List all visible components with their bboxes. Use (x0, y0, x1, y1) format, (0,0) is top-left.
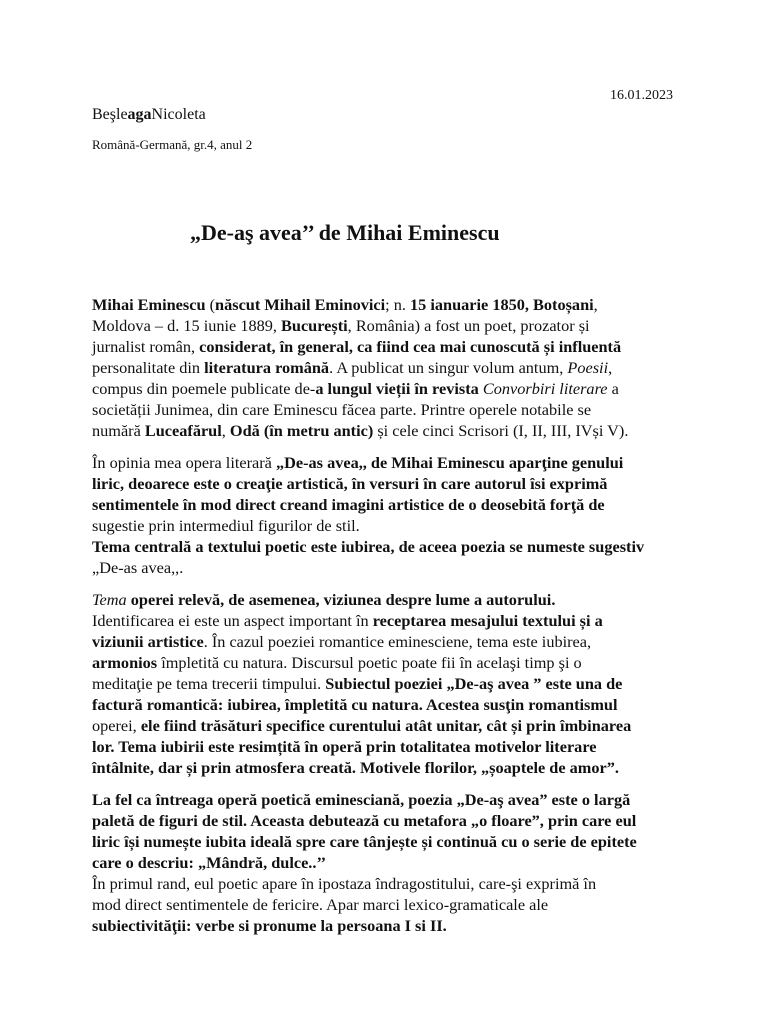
text-run: Mihai Eminescu (92, 295, 206, 314)
text-run: . În cazul poeziei romantice eminesciene, tema este iubirea, (203, 632, 592, 651)
text-run: viziunii artistice (92, 632, 204, 651)
text-line (92, 336, 692, 357)
text-line (92, 315, 692, 336)
text-run: operei, (92, 716, 141, 735)
text-run: , România) a fost un poet, prozator și (347, 316, 590, 335)
text-run: Subiectul poeziei „De-aş avea ” este una de (325, 674, 623, 693)
text-run: . A publicat un singur volum antum, (329, 358, 568, 377)
text-run: În opinia mea opera literară (92, 453, 276, 472)
text-run: născut (215, 295, 261, 314)
document-body (92, 294, 692, 936)
paragraph-figures (92, 789, 692, 936)
text-run: Mihail Eminovici (264, 295, 386, 314)
author-name (92, 106, 206, 124)
text-run: „De-as avea,, de Mihai Eminescu aparţine genului (275, 453, 624, 472)
text-line (92, 673, 692, 694)
text-line (92, 452, 692, 473)
text-run: considerat, în general, ca fiind cea mai cunoscută și influentă (199, 337, 622, 356)
text-run: a lungul vieții în revista (315, 379, 479, 398)
text-run: Poesii (567, 358, 609, 377)
text-run: . Aceasta debutează cu metafora „o floare”, prin care eul (243, 811, 637, 830)
text-line (92, 631, 692, 652)
text-run: , (608, 358, 613, 377)
text-line (92, 420, 692, 441)
paragraph-theme (92, 589, 692, 778)
paragraph-gap (92, 778, 692, 789)
text-run: compus din poemele publicate de- (92, 379, 316, 398)
text-line: sugestie prin intermediul figurilor de stil. (92, 516, 360, 535)
text-run: literatura română (204, 358, 330, 377)
text-line: întâlnite, dar și prin atmosfera creată. Motivele florilor, „șoaptele de amor”. (92, 758, 619, 777)
text-run: , (593, 295, 598, 314)
text-line: La fel ca întreaga operă poetică eminesciană, poezia „De-aş avea” este o largă (92, 790, 631, 809)
text-line (92, 810, 692, 831)
text-run: , (221, 421, 230, 440)
paragraph-biography (92, 294, 692, 441)
paragraph-gap (92, 441, 692, 452)
text-run: Odă (în metru antic) (229, 421, 374, 440)
paragraph-gap (92, 578, 692, 589)
author-name-part: Beşle (92, 106, 128, 123)
text-run: și cele cinci Scrisori (I, II, III, IVși V). (373, 421, 629, 440)
text-line (92, 357, 692, 378)
text-line (92, 610, 692, 631)
text-run: ( (205, 295, 216, 314)
author-name-part: Nicoleta (151, 106, 206, 123)
text-line: „De-as avea,,. (92, 558, 184, 577)
text-run: jurnalist român, (92, 337, 200, 356)
text-line (92, 378, 692, 399)
text-run: Convorbiri literare (482, 379, 608, 398)
document-date: 16.01.2023 (610, 88, 673, 103)
text-run: personalitate din (92, 358, 205, 377)
text-line: lor. Tema iubirii este resimțită în operă prin totalitatea motivelor literare (92, 737, 597, 756)
text-run: Moldova – d. 15 iunie 1889, (92, 316, 282, 335)
text-run: Tema (92, 590, 127, 609)
text-line: care o descriu: „Mândră, dulce..’’ (92, 853, 327, 872)
text-line: sentimentele în mod direct creand imagini artistice de o deosebită forţă de (92, 495, 605, 514)
text-line (92, 715, 692, 736)
text-run: 15 ianuarie 1850, Botoșani (410, 295, 594, 314)
text-line: liric își numește iubita ideală spre care tânjește și continuă cu o serie de epitete (92, 832, 637, 851)
text-line: Tema centrală a textului poetic este iubirea, de aceea poezia se numeste sugestiv (92, 537, 645, 556)
author-name-part: aga (127, 106, 152, 123)
text-line (92, 589, 692, 610)
paragraph-opinion (92, 452, 692, 578)
text-line: societății Junimea, din care Eminescu făcea parte. Printre operele notabile se (92, 400, 592, 419)
text-run: a (607, 379, 619, 398)
text-line: subiectivităţii: verbe si pronume la persoana I si II. (92, 916, 447, 935)
text-run: ; n. (385, 295, 411, 314)
text-run: paletă de figuri de stil (92, 811, 244, 830)
text-line: mod direct sentimentele de fericire. Apar marci lexico-gramaticale ale (92, 895, 549, 914)
text-line (92, 652, 692, 673)
text-run: București (281, 316, 348, 335)
text-run: armonios (92, 653, 158, 672)
text-line (92, 294, 692, 315)
text-run: împletită cu natura. Discursul poetic poate fii în acelaşi timp şi o (157, 653, 582, 672)
text-run: . (317, 674, 326, 693)
text-line: factură romantică: iubirea, împletită cu natura. Acestea susţin romantismul (92, 695, 618, 714)
text-line: liric, deoarece este o creaţie artistică, în versuri în care autorul îsi exprimă (92, 474, 608, 493)
text-run: Identificarea ei este un aspect important în (92, 611, 373, 630)
text-run: Luceafărul (144, 421, 222, 440)
text-run: meditaţie pe tema trecerii timpului (92, 674, 318, 693)
text-run: numără (92, 421, 145, 440)
text-run: operei relevă, de asemenea, viziunea despre lume a autorului. (130, 590, 556, 609)
course-info: Română-Germană, gr.4, anul 2 (92, 137, 253, 152)
document-title: „De-aş avea’’ de Mihai Eminescu (190, 220, 500, 245)
text-line: În primul rand, eul poetic apare în ipostaza îndragostitului, care-şi exprimă în (92, 874, 597, 893)
text-run: ele fiind trăsături specifice curentului atât unitar, cât și prin îmbinarea (140, 716, 632, 735)
text-run: receptarea mesajului textului și a (372, 611, 603, 630)
